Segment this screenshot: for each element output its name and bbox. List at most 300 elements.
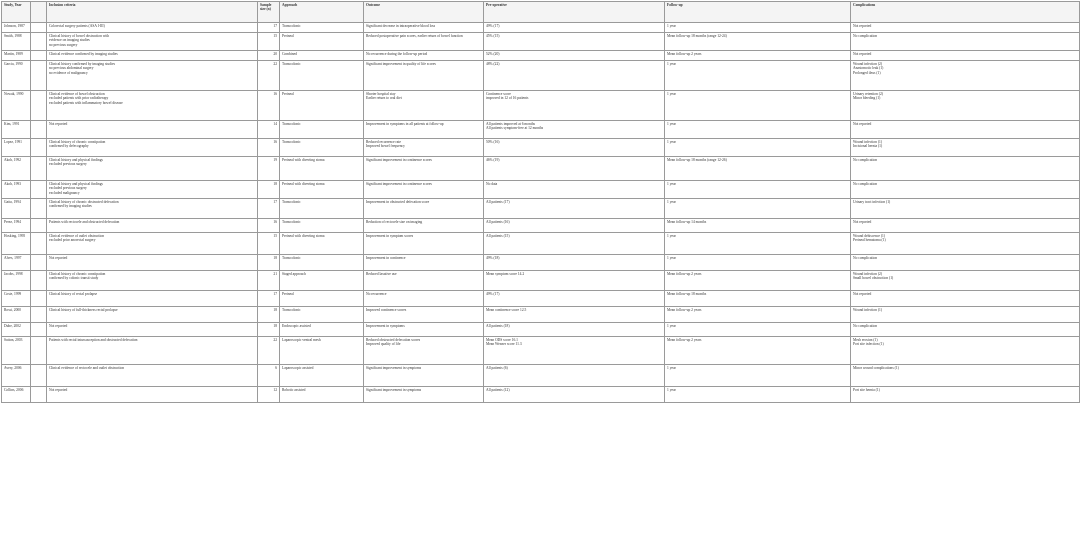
cell-outcome [364,61,484,91]
cell-approach: Transcolonic [280,255,364,271]
cell-criteria [47,255,258,271]
cell-followup [665,323,851,337]
table-header-row [2,2,1080,23]
cell-followup [665,255,851,271]
cell-outcome-line: Improved continence scores [366,308,407,312]
cell-criteria-line: Colorectal surgery patients (ASA I-III) [49,24,105,28]
cell-criteria-line: Clinical history of chronic obstructed defecation [49,200,119,204]
cell-criteria [47,121,258,139]
cell-preop-line: 49% (17) [486,24,500,28]
table-row [2,337,1080,365]
cell-outcome [364,199,484,219]
cell-outcome-line: Shorter hospital stay [366,92,396,96]
cell-criteria-line: Patients with rectocele and obstructed defecation [49,220,120,224]
cell-criteria-line: excluded previous surgery [49,162,87,167]
table-row [2,219,1080,233]
cell-followup [665,307,851,323]
cell-criteria-line: Clinical history of chronic constipation [49,140,106,144]
cell-preop-line: All patients improved at 6 months [486,122,536,126]
cell-sample-size: 18 [258,181,280,199]
cell-criteria-line: Not reported [49,122,68,126]
cell-criteria-line: Clinical history and physical findings [49,158,103,162]
cell-outcome [364,307,484,323]
cell-preop [484,337,665,365]
cell-followup-line: Mean follow-up 18 months (range 12-24) [667,34,727,38]
cell-outcome-line: Improvement in symptom scores [366,234,414,238]
cell-outcome-line: Improvement in continence [366,256,406,260]
header-criteria: Inclusion criteria [47,2,258,23]
cell-criteria-line: Clinical history confirmed by imaging studies [49,62,115,66]
cell-followup [665,157,851,181]
cell-preop-line: 45% (15) [486,34,500,38]
cell-approach: Transcolonic [280,199,364,219]
cell-followup-line: 1 year [667,366,676,370]
cell-followup-line: Mean follow-up 2 years [667,338,702,342]
table-row [2,271,1080,291]
table-row [2,199,1080,219]
cell-criteria [47,33,258,51]
cell-preop-line: Mean continence score 12.5 [486,308,527,312]
cell-preop-line: 49% (18) [486,256,500,260]
cell-n [31,61,47,91]
cell-complications [851,271,1080,291]
cell-outcome [364,255,484,271]
cell-n [31,181,47,199]
table-row [2,51,1080,61]
cell-n [31,219,47,233]
cell-complications [851,219,1080,233]
cell-approach: Staged approach [280,271,364,291]
cell-study: Hosking, 1995 [2,233,31,255]
cell-criteria [47,337,258,365]
cell-followup [665,23,851,33]
cell-sample-size: 15 [258,33,280,51]
cell-study: Perez, 1994 [2,219,31,233]
cell-outcome-line: No recurrence [366,292,387,296]
cell-criteria [47,323,258,337]
cell-preop [484,61,665,91]
cell-n [31,291,47,307]
table-row [2,323,1080,337]
header-preop: Pre-operative [484,2,665,23]
cell-approach: Combined [280,51,364,61]
cell-complications [851,91,1080,121]
cell-outcome-line: Improvement in obstructed defecation score [366,200,430,204]
cell-followup [665,199,851,219]
table-row [2,307,1080,323]
cell-followup [665,33,851,51]
cell-preop [484,181,665,199]
cell-outcome-line: Improvement in symptoms in all patients at follow-up [366,122,444,126]
cell-outcome-line: Improved bowel frequency [366,144,405,149]
cell-complications [851,139,1080,157]
cell-sample-size: 17 [258,23,280,33]
cell-approach: Transcolonic [280,139,364,157]
cell-n [31,255,47,271]
cell-criteria-line: no previous surgery [49,42,78,47]
cell-n [31,307,47,323]
cell-complications-line: Wound infection (2) [853,272,883,276]
cell-study: Nowak, 1990 [2,91,31,121]
cell-complications-line: Wound infection (1) [853,308,883,312]
cell-n [31,199,47,219]
cell-study: Lopez, 1991 [2,139,31,157]
cell-complications-line: No complication [853,324,878,328]
cell-followup [665,233,851,255]
cell-outcome-line: Reduction of rectocele size on imaging [366,220,423,224]
cell-complications [851,291,1080,307]
cell-complications-line: No complication [853,34,878,38]
cell-outcome [364,233,484,255]
cell-approach: Perineal with diverting stoma [280,157,364,181]
cell-criteria-line: Patients with rectal intussusception and obstructed defecation [49,338,138,342]
cell-approach: Perineal [280,291,364,307]
cell-complications [851,51,1080,61]
cell-sample-size: 19 [258,157,280,181]
cell-study: Sutton, 2003 [2,337,31,365]
cell-n [31,323,47,337]
cell-complications-line: Perineal hematoma (1) [853,238,886,243]
header-outcome: Outcome [364,2,484,23]
cell-followup-line: Mean follow-up 2 years [667,52,702,56]
cell-followup-line: 1 year [667,256,676,260]
cell-approach: Endoscopic assisted [280,323,364,337]
cell-approach: Perineal with diverting stoma [280,233,364,255]
cell-criteria-line: Clinical history of full-thickness rectal prolapse [49,308,118,312]
cell-outcome-line: Reduced obstructed defecation scores [366,338,421,342]
cell-preop-line: All patients (15) [486,234,510,238]
cell-n [31,271,47,291]
cell-preop-line: No data [486,182,498,186]
cell-criteria-line: excluded previous surgery [49,186,87,191]
cell-approach: Perineal [280,33,364,51]
cell-complications-line: No complication [853,158,878,162]
cell-complications-line: Anastomotic leak (1) [853,66,884,71]
cell-followup-line: 1 year [667,24,676,28]
cell-criteria-line: excluded malignancy [49,190,80,195]
cell-approach: Laparoscopic ventral mesh [280,337,364,365]
cell-followup [665,61,851,91]
cell-complications-line: Wound infection (1) [853,140,883,144]
cell-sample-size: 14 [258,121,280,139]
cell-criteria-line: no evidence of malignancy [49,70,88,75]
cell-preop [484,291,665,307]
cell-followup [665,337,851,365]
cell-preop-line: All patients (12) [486,388,510,392]
cell-complications-line: Not reported [853,220,872,224]
cell-sample-size: 21 [258,271,280,291]
cell-preop [484,23,665,33]
cell-preop [484,33,665,51]
cell-preop-line: improved in 12 of 16 patients [486,96,529,101]
cell-preop-line: 49% (17) [486,292,500,296]
cell-preop [484,271,665,291]
cell-followup-line: 1 year [667,92,676,96]
table-row [2,387,1080,403]
cell-criteria-line: Not reported [49,256,68,260]
cell-criteria [47,91,258,121]
cell-complications [851,337,1080,365]
cell-approach: Transcolonic [280,307,364,323]
cell-study: Jacobs, 1998 [2,271,31,291]
cell-approach: Laparoscopic assisted [280,365,364,387]
cell-n [31,233,47,255]
cell-complications [851,323,1080,337]
cell-followup-line: 1 year [667,122,676,126]
cell-followup-line: Mean follow-up 2 years [667,272,702,276]
cell-criteria-line: Clinical history of rectal prolapse [49,292,98,296]
cell-criteria [47,51,258,61]
cell-study: Gatta, 1994 [2,199,31,219]
cell-followup [665,271,851,291]
cell-criteria [47,219,258,233]
cell-criteria-line: Not reported [49,324,68,328]
cell-n [31,51,47,61]
cell-sample-size: 16 [258,91,280,121]
cell-sample-size: 18 [258,255,280,271]
cell-outcome-line: Significant decrease in intraoperative blood loss [366,24,436,28]
cell-study: Dube, 2002 [2,323,31,337]
cell-criteria-line: confirmed by colonic transit study [49,276,99,281]
studies-table [1,1,1080,403]
header-n [31,2,47,23]
cell-approach: Transcolonic [280,61,364,91]
cell-criteria [47,181,258,199]
table-row [2,291,1080,307]
cell-n [31,121,47,139]
cell-sample-size: 20 [258,51,280,61]
cell-preop [484,365,665,387]
cell-preop [484,233,665,255]
table-row [2,61,1080,91]
table-row [2,91,1080,121]
cell-outcome-line: Significant improvement in continence scores [366,158,432,162]
cell-complications-line: Not reported [853,292,872,296]
cell-complications-line: Incisional hernia (1) [853,144,883,149]
cell-followup-line: Mean follow-up 2 years [667,308,702,312]
cell-criteria [47,199,258,219]
cell-criteria [47,233,258,255]
cell-followup [665,387,851,403]
cell-n [31,23,47,33]
cell-study: Johnson, 1987 [2,23,31,33]
cell-outcome [364,271,484,291]
cell-followup-line: Mean follow-up 14 months [667,220,707,224]
cell-complications [851,387,1080,403]
cell-criteria-line: no previous abdominal surgery [49,66,94,71]
cell-followup [665,365,851,387]
cell-preop [484,219,665,233]
cell-outcome-line: Significant improvement in continence scores [366,182,432,186]
cell-complications-line: Port site hernia (1) [853,388,880,392]
document-page [1,1,1079,536]
cell-followup [665,91,851,121]
cell-complications-line: Minor wound complications (1) [853,366,899,370]
cell-criteria [47,365,258,387]
cell-study: Avery, 2006 [2,365,31,387]
header-sample-size: Sample size (n) [258,2,280,23]
cell-outcome [364,323,484,337]
cell-preop [484,323,665,337]
cell-outcome-line: Earlier return to oral diet [366,96,402,101]
cell-preop [484,51,665,61]
cell-sample-size: 18 [258,307,280,323]
cell-criteria-line: Clinical evidence of rectocele and outlet obstruction [49,366,125,370]
cell-complications [851,121,1080,139]
cell-followup-line: 1 year [667,388,676,392]
cell-followup [665,291,851,307]
cell-sample-size: 16 [258,139,280,157]
cell-sample-size: 12 [258,387,280,403]
cell-approach: Transcolonic [280,23,364,33]
cell-complications [851,255,1080,271]
cell-n [31,365,47,387]
cell-followup [665,139,851,157]
cell-followup-line: Mean follow-up 18 months [667,292,707,296]
cell-outcome-line: Significant improvement in quality of life scores [366,62,436,66]
cell-sample-size: 18 [258,323,280,337]
cell-study: Rossi, 2000 [2,307,31,323]
cell-preop-line: 52% (20) [486,52,500,56]
cell-complications-line: Prolonged ileus (1) [853,70,881,75]
cell-criteria [47,271,258,291]
cell-followup [665,219,851,233]
table-row [2,121,1080,139]
cell-criteria-line: confirmed by defecography [49,144,89,149]
table-row [2,157,1080,181]
cell-study: Garcia, 1990 [2,61,31,91]
cell-outcome-line: Improved quality of life [366,342,401,347]
header-complications: Complications [851,2,1080,23]
cell-complications [851,199,1080,219]
cell-study: Akoh, 1993 [2,181,31,199]
cell-complications-line: Not reported [853,24,872,28]
cell-preop-line: 46% (19) [486,158,500,162]
table-row [2,233,1080,255]
cell-followup-line: 1 year [667,324,676,328]
cell-sample-size: 16 [258,219,280,233]
cell-preop-line: Mean Wexner score 11.3 [486,342,522,347]
cell-study: Coste, 1999 [2,291,31,307]
cell-criteria-line: Clinical evidence of bowel obstruction [49,92,105,96]
cell-criteria [47,61,258,91]
cell-outcome [364,157,484,181]
cell-outcome [364,365,484,387]
cell-complications-line: No complication [853,182,878,186]
table-row [2,255,1080,271]
cell-preop-line: All patients (16) [486,220,510,224]
cell-approach: Perineal with diverting stoma [280,181,364,199]
cell-preop [484,255,665,271]
cell-n [31,157,47,181]
cell-sample-size: 17 [258,291,280,307]
cell-n [31,139,47,157]
cell-outcome-line: Reduced postoperative pain scores, earlier return of bowel function [366,34,463,38]
header-followup: Follow-up [665,2,851,23]
cell-n [31,337,47,365]
cell-followup-line: Mean follow-up 18 months (range 12-26) [667,158,727,162]
cell-outcome [364,91,484,121]
cell-outcome-line: Reduced laxative use [366,272,397,276]
cell-sample-size: 22 [258,337,280,365]
cell-preop-line: Continence score [486,92,511,96]
cell-followup-line: 1 year [667,182,676,186]
cell-preop [484,121,665,139]
cell-outcome-line: Reduced recurrence rate [366,140,401,144]
cell-outcome [364,181,484,199]
cell-outcome [364,219,484,233]
table-row [2,33,1080,51]
cell-outcome [364,33,484,51]
header-study: Study, Year [2,2,31,23]
cell-criteria [47,23,258,33]
cell-approach: Perineal [280,91,364,121]
cell-outcome [364,387,484,403]
cell-complications-line: Wound infection (2) [853,62,883,66]
cell-outcome [364,337,484,365]
cell-criteria-line: Clinical history of chronic constipation [49,272,106,276]
cell-preop [484,91,665,121]
cell-criteria [47,291,258,307]
cell-n [31,91,47,121]
cell-complications-line: Not reported [853,52,872,56]
cell-complications [851,23,1080,33]
cell-n [31,387,47,403]
cell-criteria-line: Clinical history and physical findings [49,182,103,186]
cell-criteria-line: confirmed by imaging studies [49,204,92,209]
cell-followup-line: 1 year [667,140,676,144]
cell-outcome [364,51,484,61]
cell-complications [851,307,1080,323]
cell-followup-line: 1 year [667,62,676,66]
cell-outcome [364,121,484,139]
cell-complications-line: Urinary tract infection (1) [853,200,891,204]
cell-criteria [47,157,258,181]
cell-preop-line: Mean ODS score 16.1 [486,338,518,342]
cell-complications [851,157,1080,181]
cell-approach: Transcolonic [280,219,364,233]
cell-preop [484,307,665,323]
cell-outcome-line: Improvement in symptoms [366,324,405,328]
cell-followup [665,121,851,139]
table-row [2,181,1080,199]
cell-preop-line: 48% (22) [486,62,500,66]
cell-followup-line: 1 year [667,200,676,204]
cell-followup [665,51,851,61]
cell-approach: Transcolonic [280,121,364,139]
cell-complications-line: No complication [853,256,878,260]
cell-preop-line: 50% (16) [486,140,500,144]
cell-criteria-line: excluded prior anorectal surgery [49,238,96,243]
cell-complications [851,233,1080,255]
cell-outcome [364,291,484,307]
header-approach: Approach [280,2,364,23]
cell-complications-line: Urinary retention (2) [853,92,883,96]
cell-criteria-line: excluded patients with prior radiotherapy [49,96,109,101]
cell-preop-line: Mean symptom score 14.2 [486,272,525,276]
cell-preop [484,387,665,403]
cell-criteria-line: Clinical history of bowel obstruction with [49,34,110,38]
cell-complications [851,61,1080,91]
cell-criteria-line: Clinical evidence confirmed by imaging studies [49,52,118,56]
cell-study: Smith, 1988 [2,33,31,51]
cell-study: Akoh, 1992 [2,157,31,181]
cell-complications-line: Minor bleeding (1) [853,96,881,101]
cell-criteria-line: evidence on imaging studies [49,38,90,43]
cell-study: Alves, 1997 [2,255,31,271]
table-row [2,365,1080,387]
cell-followup-line: 1 year [667,234,676,238]
